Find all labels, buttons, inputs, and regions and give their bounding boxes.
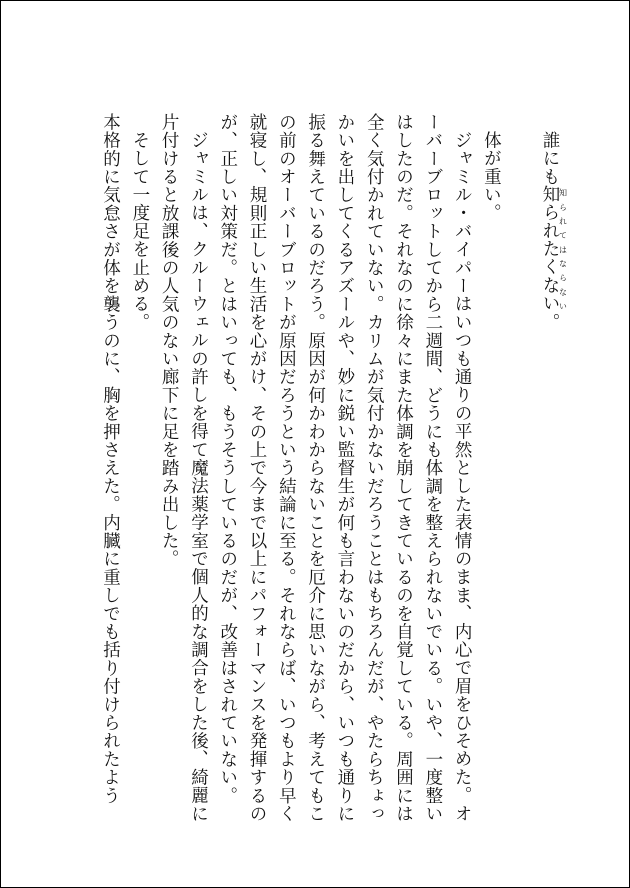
- text-line: ジャミルは、クルーウェルの許しを得て魔法薬学室で個人的な調合をした後、綺麗に: [188, 130, 209, 823]
- text-line: の前のオーバーブロットが原因だろうという結論に至る。それならば、いつもより早く: [276, 113, 297, 823]
- text-line: 本格的に気怠さが体を襲うのに、胸を押さえた。内臓に重しでも括り付けられたよう: [100, 113, 121, 805]
- furigana-base: 知られたくない: [540, 185, 560, 313]
- text-line: 振る舞えているのだろう。原因が何かわからないことを厄介に思いながら、考えてもこ: [305, 113, 326, 823]
- text-line: ジャミル・バイパーはいつも通りの平然とした表情のまま、内心で眉をひそめた。オ: [452, 130, 473, 823]
- vertical-text-body: [47, 113, 567, 833]
- text-line: そして一度足を止める。: [129, 130, 150, 331]
- text-line: 体が重い。: [481, 130, 502, 222]
- opening-line: [535, 113, 567, 833]
- furigana-reading: 知られてはならない: [558, 185, 567, 313]
- text-line: 全く気付かれていない。カリムが気付かないだろうことはもちろんだが、やたらちょっ: [364, 113, 385, 823]
- furigana-phrase: [540, 185, 567, 313]
- text-line: かいを出してくるアズールや、妙に鋭い監督生が何も言わないのだから、いつも通りに: [334, 113, 355, 823]
- blank-line: [505, 113, 534, 833]
- opening-line-prefix: 誰にも: [540, 130, 560, 186]
- text-line: 片付けると放課後の人気のない廊下に足を踏み出した。: [159, 113, 180, 568]
- text-line: が、正しい対策だ。とはいっても、もうそうしているのだが、改善はされていない。: [217, 113, 238, 805]
- opening-line-suffix: 。: [540, 312, 560, 331]
- text-line: はしたのだ。それなのに徐々にまた体調を崩してきているのを自覚している。周囲には: [393, 113, 414, 823]
- text-line: 就寝し、規則正しい生活を心がけ、その上で今まで以上にパフォーマンスを発揮するの: [247, 113, 268, 823]
- text-line: ーバーブロットしてから二週間、どうにも体調を整えられないでいる。いや、一度整い: [422, 113, 443, 823]
